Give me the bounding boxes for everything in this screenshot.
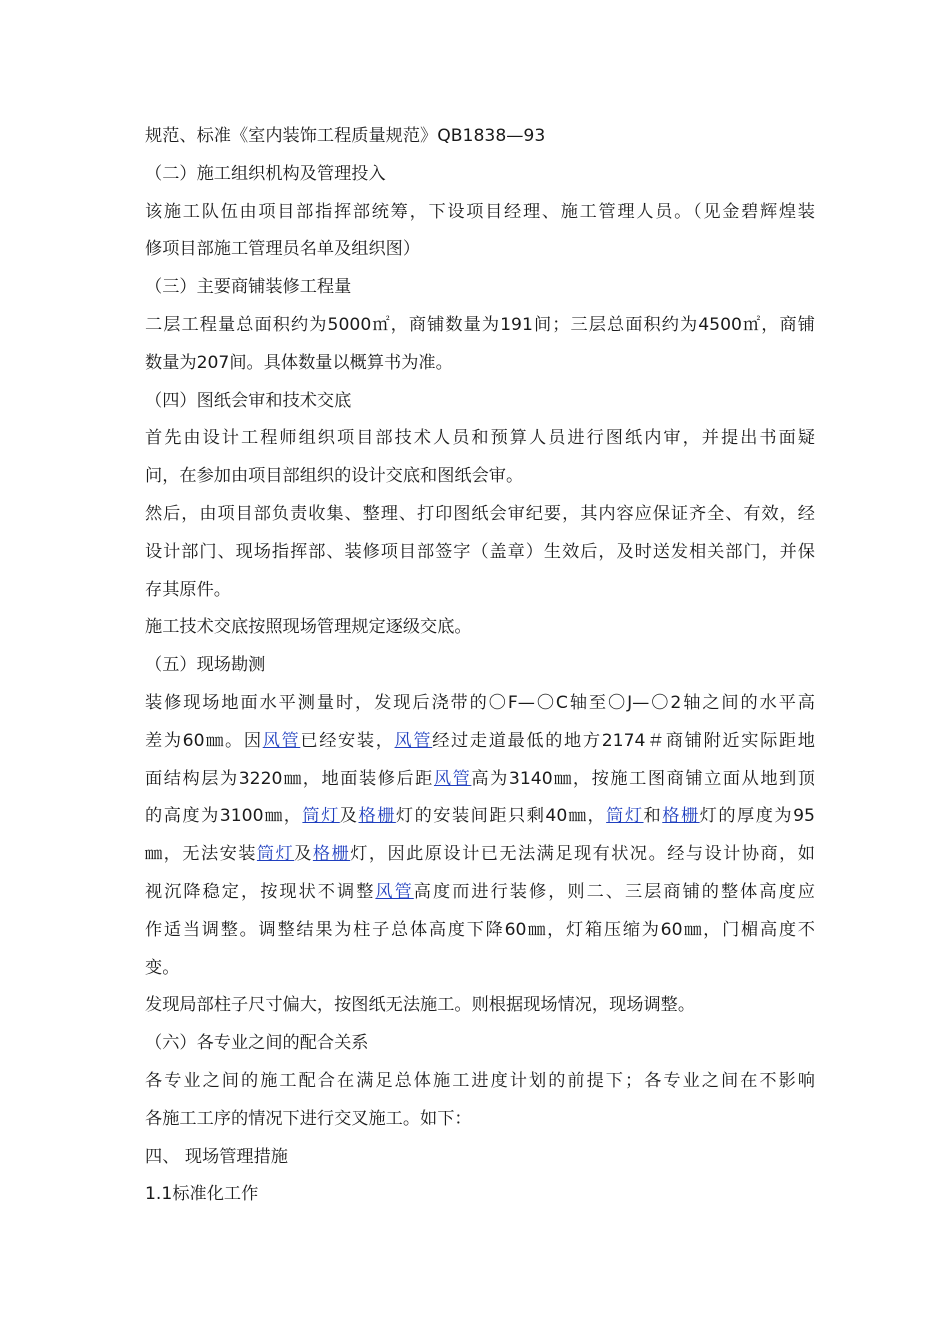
text-line [145,874,815,912]
text-line: 规范、标准《室内装饰工程质量规范》QB1838—93 [145,126,546,146]
text-line: 首先由设计工程师组织项目部技术人员和预算人员进行图纸内审，并提出书面疑 [145,428,815,449]
text-line [145,836,815,874]
term-link[interactable]: 风管 [433,768,472,789]
text-line: 问，在参加由项目部组织的设计交底和图纸会审。 [145,466,524,487]
text-line: （三）主要商铺装修工程量 [145,277,352,298]
text-span: 视沉降稳定，按现状不调整 [145,881,376,902]
text-line: 变。 [145,957,180,978]
text-span: 高为3140㎜，按施工图商铺立面从地到顶 [471,768,815,789]
text-span: 已经安装， [300,730,395,751]
text-span: 灯，因此原设计已无法满足现有状况。经与设计协商，如 [350,844,815,865]
text-span: 及 [294,844,313,865]
term-link[interactable]: 筒灯 [302,806,340,827]
text-line: 二层工程量总面积约为5000㎡，商铺数量为191间；三层总面积约为4500㎡，商铺 [145,314,815,335]
text-span: 及 [339,806,359,827]
text-line: 作适当调整。调整结果为柱子总体高度下降60㎜，灯箱压缩为60㎜，门楣高度不 [145,919,815,940]
term-link[interactable]: 筒灯 [256,844,295,865]
text-line: （二）施工组织机构及管理投入 [145,163,386,184]
text-span: ㎜，无法安装 [145,844,257,865]
term-link[interactable]: 风管 [394,730,433,751]
text-span: 灯的厚度为95 [699,806,815,827]
text-line: 发现局部柱子尺寸偏大，按图纸无法施工。则根据现场情况，现场调整。 [145,995,696,1016]
text-line: 修项目部施工管理员名单及组织图） [145,239,421,260]
text-span: 面结构层为3220㎜，地面装修后距 [145,768,434,789]
text-line: 施工技术交底按照现场管理规定逐级交底。 [145,617,472,638]
term-link[interactable]: 格栅 [662,806,700,827]
text-line: 四、 现场管理措施 [145,1146,288,1167]
document-body [145,118,815,1214]
text-line: 设计部门、现场指挥部、装修项目部签字（盖章）生效后，及时送发相关部门，并保 [145,541,815,562]
text-line: 然后，由项目部负责收集、整理、打印图纸会审纪要，其内容应保证齐全、有效，经 [145,503,815,524]
text-line [145,761,815,799]
text-line: 各施工工序的情况下进行交叉施工。如下： [145,1108,472,1129]
text-span: 经过走道最低的地方2174＃商铺附近实际距地 [432,730,815,751]
text-line: 各专业之间的施工配合在满足总体施工进度计划的前提下；各专业之间在不影响 [145,1070,815,1091]
term-link[interactable]: 格栅 [312,844,351,865]
text-line: 该施工队伍由项目部指挥部统筹，下设项目经理、施工管理人员。（见金碧辉煌装 [145,201,815,222]
text-line: 存其原件。 [145,579,231,600]
text-line: （四）图纸会审和技术交底 [145,390,352,411]
text-span: 灯的安装间距只剩40㎜， [395,806,607,827]
text-span: 差为60㎜。因 [145,730,263,751]
term-link[interactable]: 风管 [375,881,414,902]
text-span: 和 [643,806,663,827]
text-line: （五）现场勘测 [145,655,266,676]
text-line [145,723,815,761]
text-line: 1.1标准化工作 [145,1184,259,1205]
text-line [145,798,815,836]
text-line: 装修现场地面水平测量时，发现后浇带的〇F—〇C轴至〇J—〇2轴之间的水平高 [145,692,815,713]
text-line: （六）各专业之间的配合关系 [145,1033,369,1054]
term-link[interactable]: 格栅 [358,806,396,827]
text-span: 的高度为3100㎜， [145,806,303,827]
term-link[interactable]: 风管 [262,730,301,751]
text-span: 高度而进行装修，则二、三层商铺的整体高度应 [413,881,815,902]
term-link[interactable]: 筒灯 [606,806,644,827]
text-line: 数量为207间。具体数量以概算书为准。 [145,352,453,373]
